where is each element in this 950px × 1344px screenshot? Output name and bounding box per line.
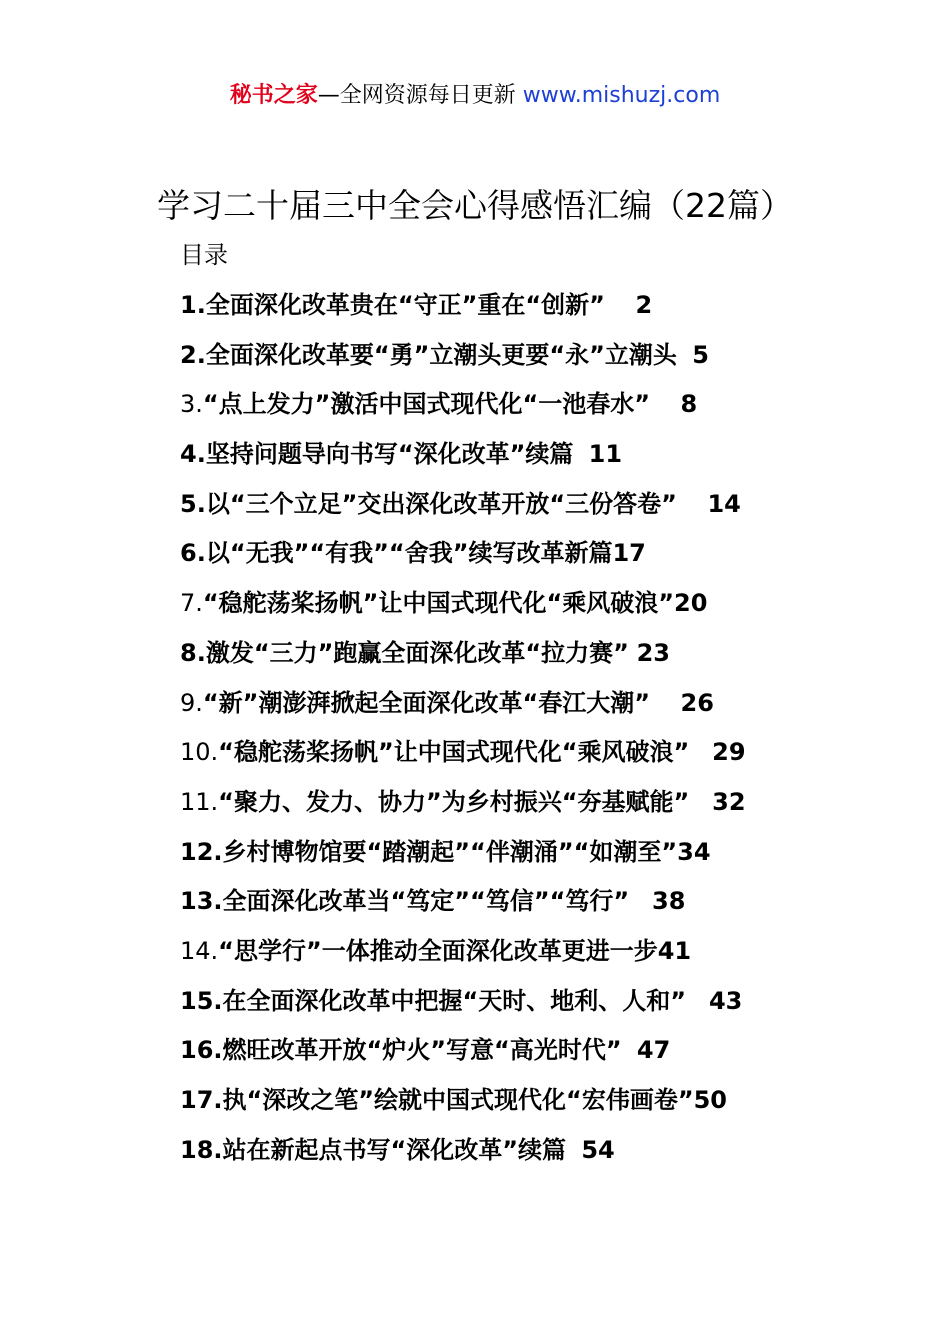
toc-entry[interactable] xyxy=(180,485,746,535)
toc-entry[interactable] xyxy=(180,783,746,833)
toc-entry-page-number: 14 xyxy=(707,489,741,518)
toc-entry[interactable] xyxy=(180,534,746,584)
toc-entry[interactable] xyxy=(180,733,746,783)
toc-entry-title: “点上发力”激活中国式现代化“一池春水” xyxy=(202,390,650,419)
toc-entry[interactable] xyxy=(180,435,746,485)
toc-entry-page-number: 41 xyxy=(657,936,692,965)
toc-entry-title: “稳舵荡桨扬帆”让中国式现代化“乘风破浪” xyxy=(202,589,674,618)
toc-entry-page-number: 29 xyxy=(712,738,746,767)
toc-entry-number: 11. xyxy=(180,787,219,816)
toc-entry-gap xyxy=(573,440,588,468)
toc-entry-title: 燃旺改革开放“炉火”写意“高光时代” xyxy=(222,1036,622,1065)
toc-entry-title: 在全面深化改革中把握“天时、地利、人和” xyxy=(222,986,687,1015)
toc-entry-title: “聚力、发力、协力”为乡村振兴“夯基赋能” xyxy=(218,787,690,816)
toc-entry-number: 7. xyxy=(180,589,203,618)
toc-entry-gap xyxy=(689,788,712,816)
toc-entry-title: 激发“三力”跑赢全面深化改革“拉力赛” xyxy=(205,638,629,667)
toc-entry-page-number: 5 xyxy=(692,340,709,369)
toc-entry[interactable] xyxy=(180,584,746,634)
toc-entry-number: 16. xyxy=(180,1036,223,1065)
toc-entry[interactable] xyxy=(180,932,746,982)
toc-entry-page-number: 17 xyxy=(612,539,646,568)
toc-entry-page-number: 23 xyxy=(636,638,670,667)
toc-entry-gap xyxy=(605,291,636,319)
toc-entry-title: 以“无我”“有我”“舍我”续写改革新篇 xyxy=(205,539,613,568)
toc-entry-number: 17. xyxy=(180,1086,223,1114)
toc-entry-title: 乡村博物馆要“踏潮起”“伴潮涌”“如潮至” xyxy=(222,837,678,866)
toc-entry-title: 以“三个立足”交出深化改革开放“三份答卷” xyxy=(205,489,677,518)
toc-entry-gap xyxy=(566,1136,581,1164)
toc-entry[interactable] xyxy=(180,286,746,336)
toc-entry-gap xyxy=(689,738,712,766)
toc-entry-number: 6. xyxy=(180,539,206,568)
toc-entry-page-number: 54 xyxy=(581,1135,615,1164)
toc-entry-number: 18. xyxy=(180,1135,223,1164)
toc-entry-page-number: 8 xyxy=(680,390,698,419)
toc-entry-title: “稳舵荡桨扬帆”让中国式现代化“乘风破浪” xyxy=(218,738,690,767)
toc-heading: 目录 xyxy=(180,241,228,269)
toc-entry-number: 1. xyxy=(180,291,206,319)
toc-entry-number: 12. xyxy=(180,837,223,866)
toc-entry-page-number: 43 xyxy=(708,986,743,1015)
toc-entry-title: 全面深化改革当“笃定”“笃信”“笃行” xyxy=(222,887,630,916)
site-url-link[interactable]: www.mishuzj.com xyxy=(522,83,721,108)
toc-entry[interactable] xyxy=(180,1081,746,1131)
toc-entry-number: 13. xyxy=(180,887,223,916)
page-header xyxy=(0,80,950,112)
toc-entry-number: 8. xyxy=(180,638,206,667)
toc-entry-gap xyxy=(622,1036,637,1064)
document-title: 学习二十届三中全会心得感悟汇编（22篇） xyxy=(157,186,793,225)
toc-entry-number: 4. xyxy=(180,440,206,469)
toc-entry[interactable] xyxy=(180,336,746,386)
toc-entry[interactable] xyxy=(180,1131,746,1181)
toc-entry-number: 15. xyxy=(180,986,223,1015)
toc-entry-number: 9. xyxy=(180,688,203,717)
toc-entry-gap xyxy=(677,490,708,518)
brand-name: 秘书之家 xyxy=(229,83,318,108)
toc-entry-number: 10. xyxy=(180,738,219,767)
toc-entry-page-number: 32 xyxy=(712,787,746,816)
toc-entry-gap xyxy=(650,390,681,418)
toc-entry[interactable] xyxy=(180,882,746,932)
toc-entry-number: 2. xyxy=(180,340,206,369)
toc-entry-title: 坚持问题导向书写“深化改革”续篇 xyxy=(205,440,574,469)
toc-entry-page-number: 2 xyxy=(635,291,653,319)
toc-entry-gap xyxy=(629,887,652,915)
table-of-contents xyxy=(180,286,746,1180)
toc-entry-gap xyxy=(629,639,637,667)
header-tagline: —全网资源每日更新 xyxy=(317,83,516,108)
toc-entry-page-number: 38 xyxy=(652,887,686,916)
toc-entry-title: 执“深改之笔”绘就中国式现代化“宏伟画卷” xyxy=(222,1086,694,1114)
toc-entry-title: 全面深化改革要“勇”立潮头更要“永”立潮头 xyxy=(205,340,677,369)
toc-entry-page-number: 47 xyxy=(636,1036,671,1065)
toc-entry-page-number: 26 xyxy=(680,688,714,717)
toc-entry[interactable] xyxy=(180,982,746,1032)
toc-entry-number: 3. xyxy=(180,390,203,419)
toc-entry[interactable] xyxy=(180,634,746,684)
toc-entry-number: 5. xyxy=(180,489,206,518)
toc-entry-gap xyxy=(686,987,709,1015)
toc-entry[interactable] xyxy=(180,1031,746,1081)
toc-entry-page-number: 50 xyxy=(693,1086,728,1114)
toc-entry-page-number: 11 xyxy=(588,440,623,469)
toc-entry-gap xyxy=(677,341,692,369)
toc-entry[interactable] xyxy=(180,684,746,734)
toc-entry-title: 站在新起点书写“深化改革”续篇 xyxy=(222,1135,567,1164)
toc-entry[interactable] xyxy=(180,385,746,435)
toc-entry[interactable] xyxy=(180,833,746,883)
toc-entry-page-number: 34 xyxy=(677,837,711,866)
toc-entry-page-number: 20 xyxy=(674,589,708,618)
toc-entry-number: 14. xyxy=(180,936,219,965)
toc-entry-gap xyxy=(650,689,681,717)
toc-entry-title: 全面深化改革贵在“守正”重在“创新” xyxy=(205,291,605,319)
toc-entry-title: “思学行”一体推动全面深化改革更进一步 xyxy=(218,936,658,965)
toc-entry-title: “新”潮澎湃掀起全面深化改革“春江大潮” xyxy=(202,688,650,717)
